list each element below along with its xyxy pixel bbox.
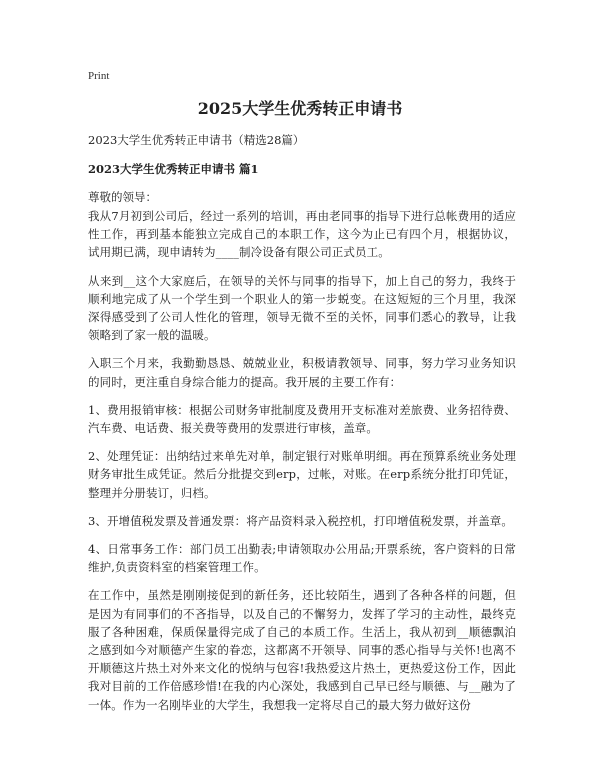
paragraph: 我从7月初到公司后，经过一系列的培训，再由老同事的指导下进行总帐费用的适应性工作，再到基本能独立完成自己的本职工作，这今为止已有四个月，根据协议，试用期已满，现申请转为____制冷设备有限公司正式员工。 — [88, 209, 516, 260]
print-link[interactable]: Print — [88, 70, 110, 82]
document-page — [88, 0, 516, 776]
paragraph: 3、开增值税发票及普通发票：将产品资料录入税控机，打印增值税发票，并盖章。 — [88, 513, 514, 528]
section-heading: 2023大学生优秀转正申请书 篇1 — [88, 162, 259, 176]
salutation: 尊敬的领导： — [88, 190, 157, 204]
document-subtitle: 2023大学生优秀转正申请书（精选28篇） — [88, 133, 305, 147]
paragraph: 2、处理凭证：出纳结过来单先对单，制定银行对账单明细。再在预算系统业务处理财务审批生成凭证。然后分批提交到erp，过帐，对账。在erp系统分批打印凭证，整理并分册装订，归档。 — [88, 449, 516, 500]
paragraph: 从来到__这个大家庭后，在领导的关怀与同事的指导下，加上自己的努力，我终于顺利地完成了从一个学生到一个职业人的第一步蜕变。在这短短的三个月里，我深深得感受到了公司人性化的管理，领导无微不至的关怀，同事们悉心的教导，让我领略到了家一般的温暖。 — [88, 273, 516, 343]
paragraph: 在工作中，虽然是刚刚接促到的新任务，还比较陌生，遇到了各种各样的问题，但是因为有同事们的不吝指导，以及自己的不懈努力，发挥了学习的主动性，最终克服了各种困难，保质保量得完成了自己的本质工作。生活上，我从初到__顺德飘泊之感到如今对顺德产生家的眷恋，这都离不开领导、同事的悉心指导与关怀!也离不开顺德这片热土对外来文化的悦纳与包容!我热爱这片热土，更热爱这份工作，因此我对目前的工作倍感珍惜!在我的内心深处，我感到自己早已经与顺德、与__融为了一体。作为一名刚毕业的大学生，我想我一定将尽自己的最大努力做好这份 — [88, 588, 516, 712]
paragraph: 4、日常事务工作：部门员工出勤表;申请领取办公用品;开票系统，客户资料的日常维护,负责资料室的档案管理工作。 — [88, 542, 516, 575]
document-body — [88, 207, 516, 724]
paragraph: 1、费用报销审核：根据公司财务审批制度及费用开支标准对差旅费、业务招待费、汽车费、电话费、报关费等费用的发票进行审核，盖章。 — [88, 402, 516, 436]
paragraph: 入职三个月来，我勤勤恳恳、兢兢业业，积极请教领导、同事，努力学习业务知识的同时，更注重自身综合能力的提高。我开展的主要工作有： — [88, 356, 516, 389]
page-title: 2025大学生优秀转正申请书 — [197, 99, 403, 118]
